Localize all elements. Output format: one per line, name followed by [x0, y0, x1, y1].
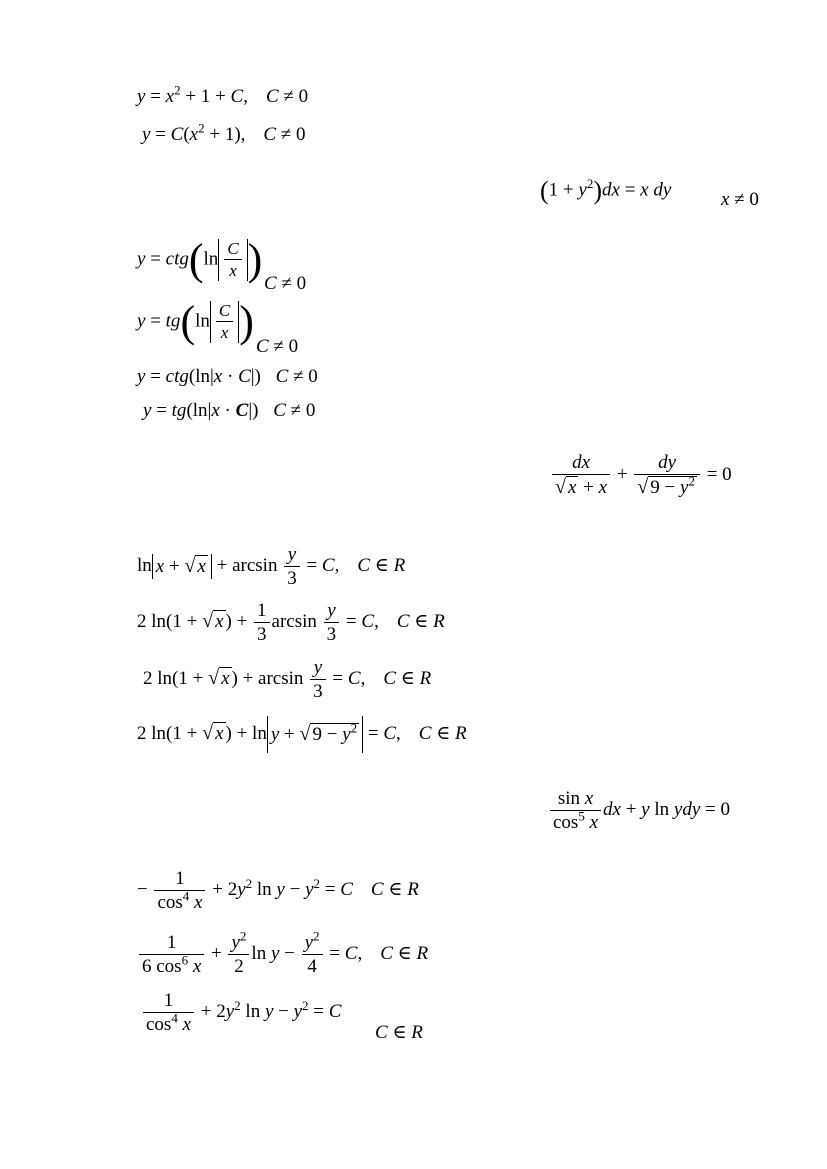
answer-3-4: 2 ln(1 + √ x ) + ln y + √ $9 - y^2 = C$, C ∈ R: [137, 716, 467, 753]
answer-4-3-condition: C ∈ R: [375, 1022, 423, 1043]
task-2-equation: $(1 + y^2)dx = x$ dy: [540, 176, 672, 205]
answer-2-1-condition: C ≠ 0: [264, 273, 307, 294]
answer-2-1: y = ctg(ln $\frac{C}{x}$ ): [137, 235, 263, 284]
answer-2-3: y = ctg(ln|x · C|) C ≠ 0: [137, 366, 318, 387]
answer-3-1: ln x + √ x + arcsin $\frac{y}{3}$ = C, C ∈ R: [137, 544, 406, 589]
answer-3-3: 2 ln(1 + √ x ) + arcsin $\frac{y}{3}$ = C, C ∈ R: [143, 657, 432, 702]
task-2-condition: x ≠ 0: [721, 189, 759, 210]
task-4-equation: $\frac{\text{sin x}}{\cos^5 x}$ dx + y ln ydy = 0: [548, 788, 730, 834]
answer-2-2: y = tg(ln $\frac{C}{x}$ ): [137, 297, 254, 346]
answer-2-4: y = tg(ln|x · C|) C ≠ 0: [143, 400, 316, 421]
task-3-equation: $\frac{dx}{√ x + x}$ + $\frac{dy}{√ 9 - y^2}$ = 0: [550, 452, 732, 499]
answer-1-1: $y = x^2 + 1 + C$, C ≠ 0: [137, 82, 309, 107]
answer-3-2: 2 ln(1 + √ x ) + $\frac{1}{3}$ arcsin $\frac{y}{3}$ = C, C ∈ R: [137, 600, 445, 645]
answer-4-3: $\frac{1}{\cos^4 x}$ + $2y^2$ $\ln y - y^2 = C$: [141, 990, 341, 1036]
answer-4-1: − $\frac{1}{\cos^4 x}$ + $2y^2$ $\ln y - y^2 = C$ C ∈ R: [137, 868, 419, 913]
answer-2-2-condition: C ≠ 0: [256, 336, 299, 357]
answer-1-2: $y = C(x^2 + 1)$, C ≠ 0: [142, 120, 306, 145]
answer-4-2: $\frac{1}{6 \cos^6 x}$ + $\frac{y^2}{2}$ ln y − $\frac{y^2}{4}$ = C, C ∈ R: [137, 932, 428, 978]
